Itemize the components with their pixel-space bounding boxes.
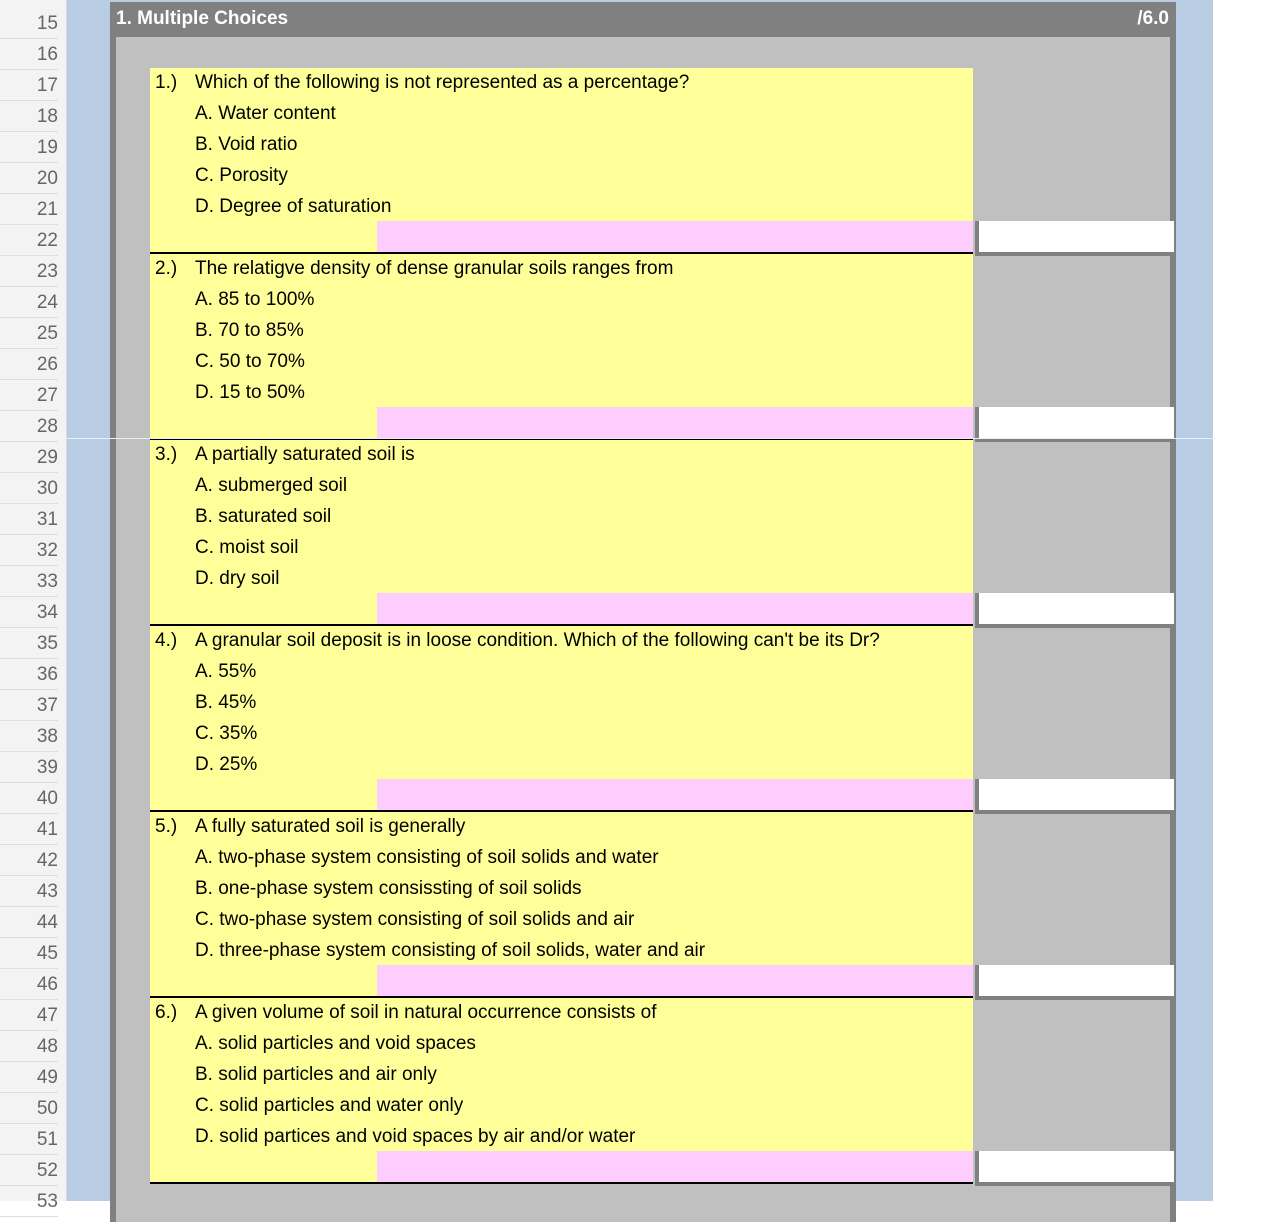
row-number[interactable]: 15 xyxy=(0,8,58,39)
option: D. three-phase system consisting of soil solids, water and air xyxy=(195,940,706,961)
row-number[interactable]: 40 xyxy=(0,783,58,814)
answer-highlight-cell xyxy=(377,221,973,252)
row-number[interactable]: 21 xyxy=(0,194,58,225)
row-number[interactable]: 49 xyxy=(0,1062,58,1093)
row-number[interactable]: 19 xyxy=(0,132,58,163)
row-number[interactable]: 23 xyxy=(0,256,58,287)
row-header-column xyxy=(0,0,67,1212)
row-number[interactable]: 16 xyxy=(0,39,58,70)
row-number[interactable]: 28 xyxy=(0,411,58,442)
row-number[interactable]: 17 xyxy=(0,70,58,101)
option: A. solid particles and void spaces xyxy=(195,1033,476,1054)
row-number[interactable]: 24 xyxy=(0,287,58,318)
option: D. 25% xyxy=(195,754,258,775)
question-text: A given volume of soil in natural occurrence consists of xyxy=(195,1002,657,1023)
question-number: 4.) xyxy=(155,630,178,651)
question-text: The relatigve density of dense granular soils ranges from xyxy=(195,258,674,279)
answer-input-cell[interactable] xyxy=(975,965,1174,1000)
row-number[interactable]: 32 xyxy=(0,535,58,566)
option: A. two-phase system consisting of soil solids and water xyxy=(195,847,659,868)
option: B. 70 to 85% xyxy=(195,320,304,341)
row-number[interactable]: 45 xyxy=(0,938,58,969)
row-number[interactable]: 35 xyxy=(0,628,58,659)
question-text: A granular soil deposit is in loose condition. Which of the following can't be its Dr? xyxy=(195,630,880,651)
row-number[interactable]: 42 xyxy=(0,845,58,876)
answer-input-cell[interactable] xyxy=(975,779,1174,814)
question-block xyxy=(150,68,973,254)
answer-highlight-cell xyxy=(377,779,973,810)
question-block xyxy=(150,254,973,440)
answer-highlight-cell xyxy=(377,1151,973,1182)
question-number: 1.) xyxy=(155,72,178,93)
answer-highlight-cell xyxy=(377,593,973,624)
row-number[interactable]: 25 xyxy=(0,318,58,349)
option: B. solid particles and air only xyxy=(195,1064,437,1085)
row-number[interactable]: 51 xyxy=(0,1124,58,1155)
option: A. Water content xyxy=(195,103,336,124)
answer-highlight-cell xyxy=(377,965,973,996)
freeze-pane-line xyxy=(66,438,1216,439)
question-block xyxy=(150,440,973,626)
section-score: /6.0 xyxy=(1137,8,1169,29)
row-number[interactable]: 34 xyxy=(0,597,58,628)
row-number[interactable]: 46 xyxy=(0,969,58,1000)
row-number[interactable]: 22 xyxy=(0,225,58,256)
option: A. 55% xyxy=(195,661,257,682)
answer-input-cell[interactable] xyxy=(975,593,1174,628)
row-number[interactable]: 27 xyxy=(0,380,58,411)
option: A. 85 to 100% xyxy=(195,289,315,310)
answer-input-cell[interactable] xyxy=(975,1151,1174,1186)
row-number[interactable]: 38 xyxy=(0,721,58,752)
row-number[interactable]: 48 xyxy=(0,1031,58,1062)
option: B. one-phase system consissting of soil solids xyxy=(195,878,582,899)
answer-input-cell[interactable] xyxy=(975,221,1174,256)
row-number[interactable]: 47 xyxy=(0,1000,58,1031)
row-number[interactable]: 53 xyxy=(0,1186,58,1217)
answer-highlight-cell xyxy=(377,407,973,438)
row-number[interactable]: 26 xyxy=(0,349,58,380)
option: C. solid particles and water only xyxy=(195,1095,464,1116)
row-number[interactable]: 33 xyxy=(0,566,58,597)
row-number[interactable]: 39 xyxy=(0,752,58,783)
question-block xyxy=(150,626,973,812)
question-text: A partially saturated soil is xyxy=(195,444,415,465)
row-number[interactable]: 30 xyxy=(0,473,58,504)
question-number: 2.) xyxy=(155,258,178,279)
row-number[interactable]: 29 xyxy=(0,442,58,473)
option: B. Void ratio xyxy=(195,134,298,155)
question-number: 6.) xyxy=(155,1002,178,1023)
question-block xyxy=(150,998,973,1184)
option: D. 15 to 50% xyxy=(195,382,305,403)
row-number[interactable]: 18 xyxy=(0,101,58,132)
answer-input-cell[interactable] xyxy=(975,407,1174,442)
option: C. two-phase system consisting of soil solids and air xyxy=(195,909,635,930)
question-number: 5.) xyxy=(155,816,178,837)
option: C. Porosity xyxy=(195,165,288,186)
option: D. dry soil xyxy=(195,568,280,589)
row-number[interactable]: 41 xyxy=(0,814,58,845)
row-number[interactable]: 36 xyxy=(0,659,58,690)
option: C. 35% xyxy=(195,723,258,744)
section-title: 1. Multiple Choices xyxy=(116,8,289,29)
row-number[interactable]: 50 xyxy=(0,1093,58,1124)
option: C. moist soil xyxy=(195,537,299,558)
row-number[interactable]: 31 xyxy=(0,504,58,535)
option: D. solid partices and void spaces by air and/or water xyxy=(195,1126,636,1147)
question-block xyxy=(150,812,973,998)
question-number: 3.) xyxy=(155,444,178,465)
question-text: Which of the following is not represented as a percentage? xyxy=(195,72,690,93)
question-text: A fully saturated soil is generally xyxy=(195,816,466,837)
row-number[interactable]: 44 xyxy=(0,907,58,938)
option: B. saturated soil xyxy=(195,506,332,527)
row-number[interactable]: 52 xyxy=(0,1155,58,1186)
option: B. 45% xyxy=(195,692,257,713)
option: C. 50 to 70% xyxy=(195,351,305,372)
row-number[interactable]: 43 xyxy=(0,876,58,907)
row-number[interactable]: 20 xyxy=(0,163,58,194)
option: A. submerged soil xyxy=(195,475,348,496)
row-number[interactable]: 37 xyxy=(0,690,58,721)
option: D. Degree of saturation xyxy=(195,196,392,217)
